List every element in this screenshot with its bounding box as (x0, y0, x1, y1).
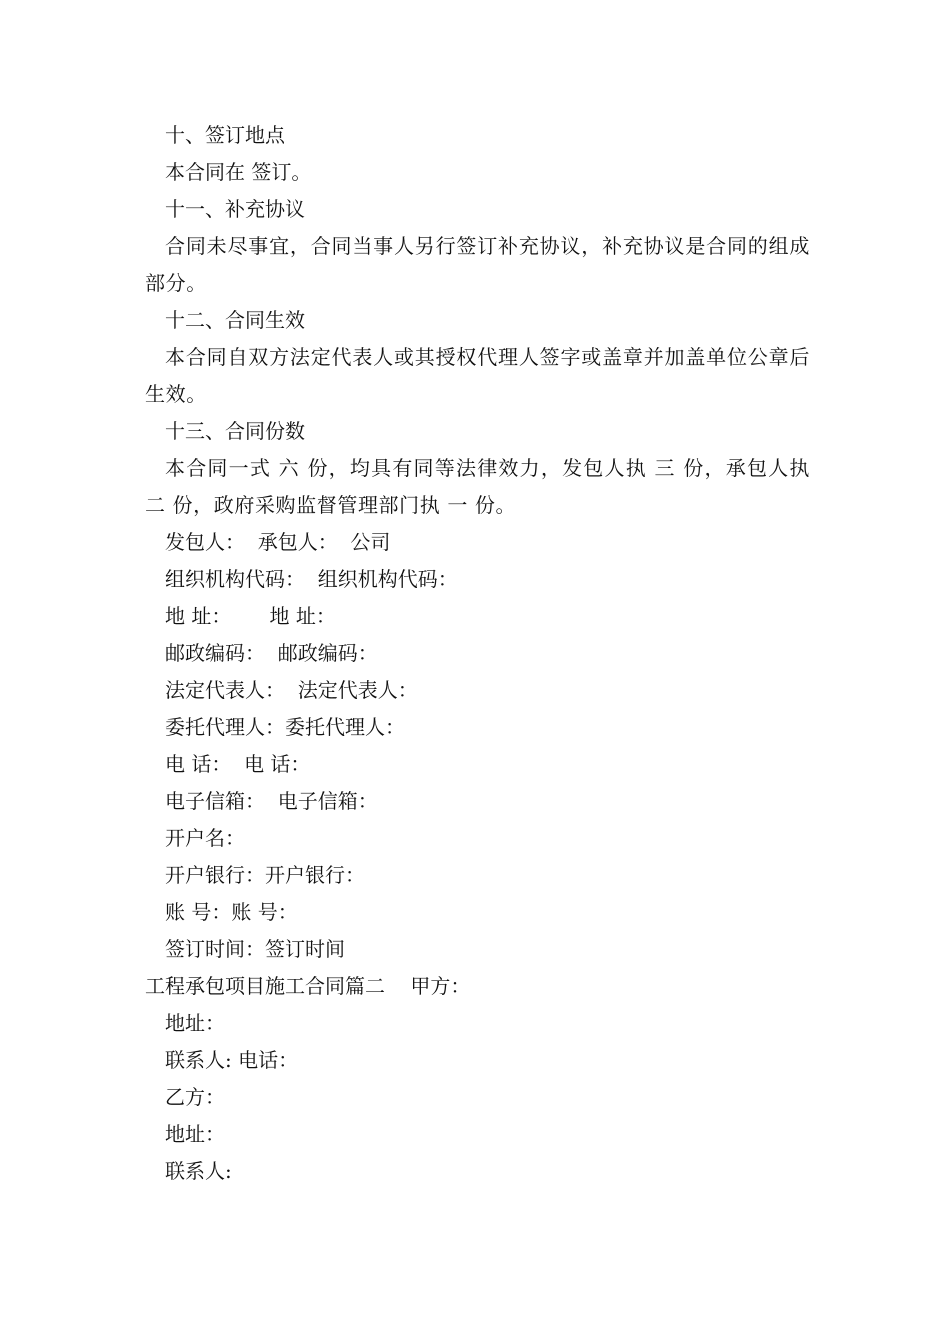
copies-paragraph: 本合同一式 六 份，均具有同等法律效力，发包人执 三 份，承包人执 二 份，政府采购监督管理部门执 一 份。 (145, 456, 810, 517)
party-line-bank: 开户银行：开户银行： (165, 863, 365, 887)
party-line-agent: 委托代理人：委托代理人： (165, 715, 405, 739)
party-line-org-code: 组织机构代码： 组织机构代码： (165, 567, 458, 591)
party-line-address: 地 址： 地 址： (165, 604, 336, 628)
party-line-names: 发包人： 承包人： 公司 (165, 530, 391, 554)
section-heading-supplementary: 十一、补充协议 (165, 197, 305, 221)
effectiveness-paragraph: 本合同自双方法定代表人或其授权代理人签字或盖章并加盖单位公章后生效。 (145, 345, 810, 406)
party-line-postcode: 邮政编码： 邮政编码： (165, 641, 378, 665)
party-line-account-name: 开户名： (165, 826, 245, 850)
party-a-address: 地址： (165, 1011, 225, 1035)
party-line-email: 电子信箱： 电子信箱： (165, 789, 378, 813)
party-b-label: 乙方： (165, 1085, 225, 1109)
party-b-contact: 联系人: (165, 1159, 232, 1183)
party-line-signing-time: 签订时间：签订时间 (165, 937, 345, 961)
section-heading-copies: 十三、合同份数 (165, 419, 305, 443)
signing-place-text: 本合同在 签订。 (165, 160, 312, 184)
contract-two-title: 工程承包项目施工合同篇二 甲方： (145, 974, 471, 998)
section-heading-effectiveness: 十二、合同生效 (165, 308, 305, 332)
party-line-legal-rep: 法定代表人： 法定代表人： (165, 678, 418, 702)
supplementary-paragraph: 合同未尽事宜，合同当事人另行签订补充协议，补充协议是合同的组成部分。 (145, 234, 810, 295)
document-body (145, 117, 810, 1190)
section-heading-signing-place: 十、签订地点 (165, 123, 285, 147)
party-a-contact: 联系人: 电话： (165, 1048, 299, 1072)
party-line-phone: 电 话： 电 话： (165, 752, 311, 776)
party-line-account-number: 账 号：账 号： (165, 900, 298, 924)
party-b-address: 地址： (165, 1122, 225, 1146)
